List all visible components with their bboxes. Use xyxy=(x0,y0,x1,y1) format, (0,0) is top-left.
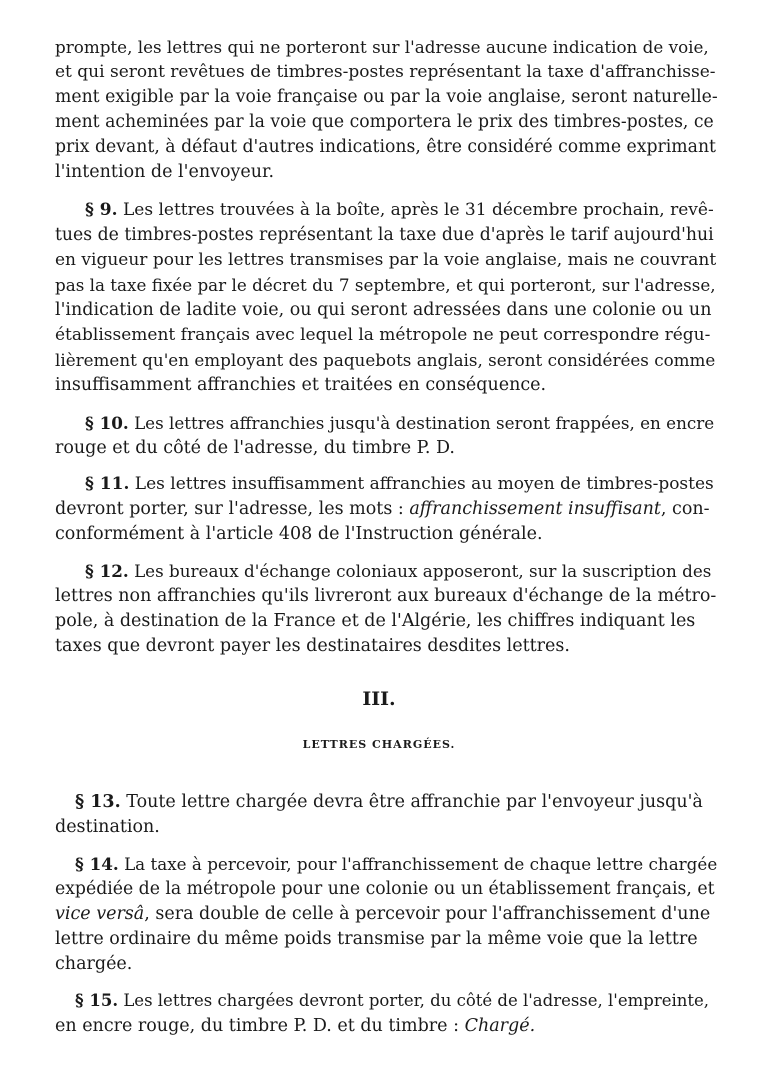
text-line: l'intention de l'envoyeur. xyxy=(55,162,275,182)
paragraph-12-first-line xyxy=(85,560,711,582)
section-mark: § 13. xyxy=(75,792,121,812)
text-line: chargée. xyxy=(55,954,133,974)
paragraph-14-first-line xyxy=(75,853,717,875)
paragraph-13-first-line xyxy=(75,791,703,813)
text-span: devront porter, sur l'adresse, les mots : xyxy=(55,499,404,519)
text-line: et qui seront revêtues de timbres-postes représentant la taxe d'affranchisse- xyxy=(55,62,716,82)
text-line: l'indication de ladite voie, ou qui seront adressées dans une colonie ou un xyxy=(55,300,712,320)
text-line: ment exigible par la voie française ou par la voie anglaise, seront naturelle- xyxy=(55,87,718,107)
text-line: lièrement qu'en employant des paquebots anglais, seront considérées comme xyxy=(55,350,716,370)
text-line: destination. xyxy=(55,817,160,837)
paragraph-10-first-line xyxy=(85,412,714,434)
text-line: rouge et du côté de l'adresse, du timbre P. D. xyxy=(55,438,455,458)
section-mark: § 12. xyxy=(85,561,129,581)
text-line: prix devant, à défaut d'autres indications, être considéré comme exprimant xyxy=(55,137,716,157)
text-line: conformément à l'article 408 de l'Instruction générale. xyxy=(55,524,543,544)
text-span: Les lettres chargées devront porter, du côté de l'adresse, l'empreinte, xyxy=(123,991,710,1010)
paragraph-15-second-line xyxy=(55,1015,535,1037)
section-mark: § 9. xyxy=(85,200,118,220)
text-span: Les bureaux d'échange coloniaux apposeront, sur la suscription des xyxy=(134,561,712,581)
text-line: pas la taxe fixée par le décret du 7 septembre, et qui porteront, sur l'adresse, xyxy=(55,275,716,295)
text-line: lettre ordinaire du même poids transmise par la même voie que la lettre xyxy=(55,929,698,949)
text-line: insuffisamment affranchies et traitées en conséquence. xyxy=(55,375,547,395)
paragraph-9-first-line xyxy=(85,199,714,221)
text-span: , con- xyxy=(660,499,710,519)
section-mark: § 15. xyxy=(75,991,119,1010)
text-line: pole, à destination de la France et de l'Algérie, les chiffres indiquant les xyxy=(55,611,696,631)
paragraph-11-second-line xyxy=(55,498,710,520)
text-line: prompte, les lettres qui ne porteront sur l'adresse aucune indication de voie, xyxy=(55,37,709,57)
text-line: expédiée de la métropole pour une colonie ou un établissement français, et xyxy=(55,879,715,899)
italic-phrase: affranchissement insuffisant xyxy=(409,499,661,519)
text-span: Toute lettre chargée devra être affranchie par l'envoyeur jusqu'à xyxy=(126,792,703,812)
text-span: , sera double de celle à percevoir pour l'affranchissement d'une xyxy=(144,904,711,924)
section-title: LETTRES CHARGÉES. xyxy=(302,738,456,751)
text-line: lettres non affranchies qu'ils livreront aux bureaux d'échange de la métro- xyxy=(55,586,717,606)
text-span: Les lettres trouvées à la boîte, après le 31 décembre prochain, revê- xyxy=(122,200,714,220)
text-span: Les lettres affranchies jusqu'à destination seront frappées, en encre xyxy=(134,413,715,433)
section-mark: § 10. xyxy=(85,413,129,433)
paragraph-11-first-line xyxy=(85,473,714,495)
text-span: Les lettres insuffisamment affranchies au moyen de timbres-postes xyxy=(134,474,714,494)
section-number: III. xyxy=(362,688,396,710)
italic-phrase: Chargé. xyxy=(464,1016,536,1036)
text-span: en encre rouge, du timbre P. D. et du timbre : xyxy=(55,1016,459,1036)
text-line: tues de timbres-postes représentant la taxe due d'après le tarif aujourd'hui xyxy=(55,225,714,245)
text-line: établissement français avec lequel la métropole ne peut correspondre régu- xyxy=(55,325,711,345)
text-line: en vigueur pour les lettres transmises par la voie anglaise, mais ne couvrant xyxy=(55,250,717,270)
text-line: taxes que devront payer les destinataires desdites lettres. xyxy=(55,636,570,656)
italic-phrase: vice versâ xyxy=(55,904,145,924)
text-line: ment acheminées par la voie que comportera le prix des timbres-postes, ce xyxy=(55,112,714,132)
paragraph-15-first-line xyxy=(75,990,709,1012)
paragraph-14-third-line xyxy=(55,903,710,925)
section-mark: § 11. xyxy=(85,474,130,494)
text-span: La taxe à percevoir, pour l'affranchissement de chaque lettre chargée xyxy=(124,854,718,874)
section-mark: § 14. xyxy=(75,854,119,874)
